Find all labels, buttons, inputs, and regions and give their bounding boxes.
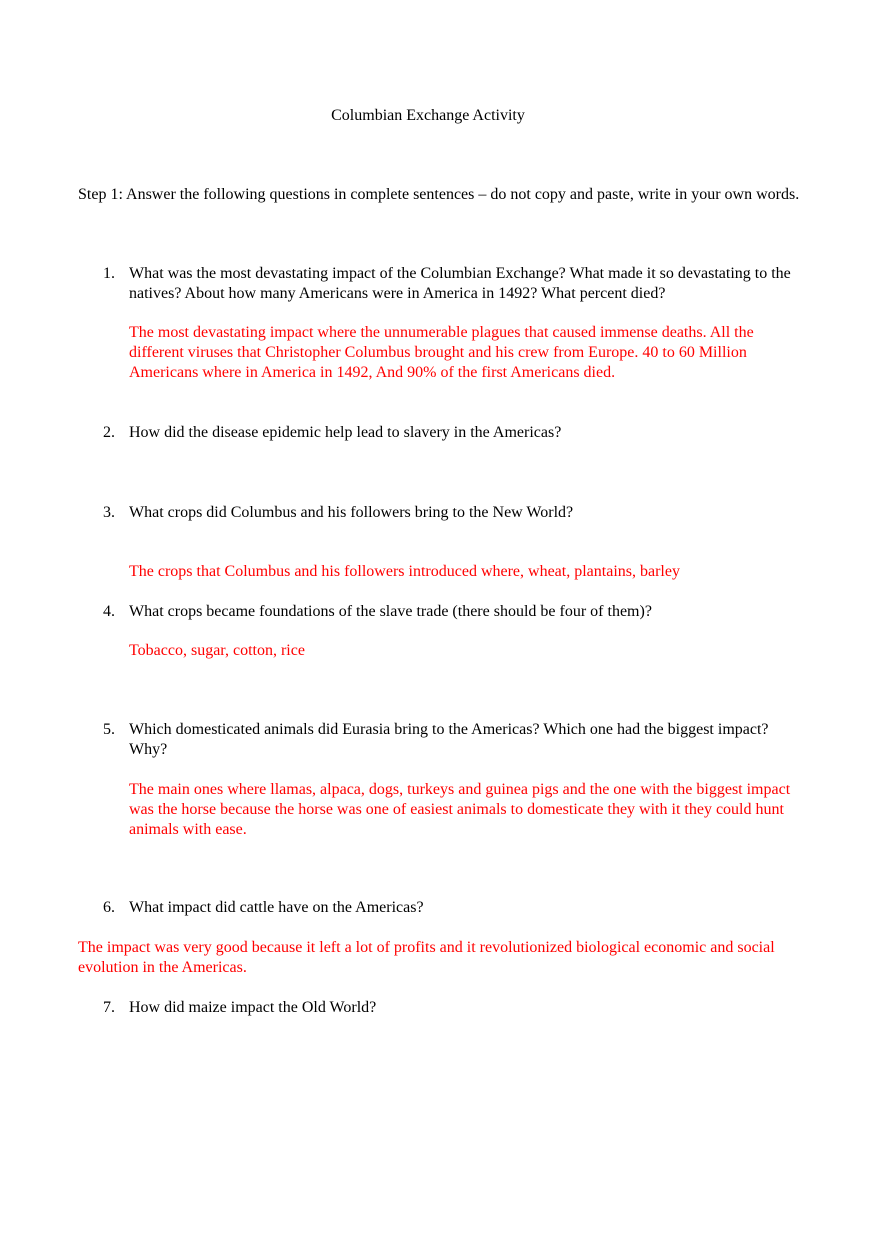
question-number: 4.	[103, 603, 115, 620]
question-item	[103, 423, 808, 443]
question-text: What crops became foundations of the slave trade (there should be four of them)?	[129, 603, 652, 620]
answer-text: The main ones where llamas, alpaca, dogs, turkeys and guinea pigs and the one with the biggest impact was the horse because the horse was one of easiest animals to domesticate they with it they could hunt animals with ease.	[129, 781, 791, 838]
answer-text: The crops that Columbus and his followers introduced where, wheat, plantains, barley	[129, 563, 680, 580]
question-text: What was the most devastating impact of the Columbian Exchange? What made it so devastating to the natives? About how many Americans were in America in 1492? What percent died?	[129, 265, 791, 302]
question-item	[103, 998, 808, 1018]
page-title: Columbian Exchange Activity	[331, 107, 525, 124]
question-item	[103, 720, 808, 760]
question-text: What crops did Columbus and his followers bring to the New World?	[129, 504, 574, 521]
question-number: 2.	[103, 424, 115, 441]
answer-text: The most devastating impact where the unnumerable plagues that caused immense deaths. All the different viruses that Christopher Columbus brought and his crew from Europe. 40 to 60 Million Americans where in America in 1492, And 90% of the first Americans died.	[129, 324, 754, 381]
question-item	[103, 602, 808, 622]
question-number: 7.	[103, 999, 115, 1016]
question-item	[103, 264, 808, 304]
question-text: What impact did cattle have on the Americas?	[129, 899, 424, 916]
instructions-text: Step 1: Answer the following questions in complete sentences – do not copy and paste, write in your own words.	[78, 186, 800, 203]
question-item	[103, 503, 808, 523]
question-number: 3.	[103, 504, 115, 521]
question-number: 1.	[103, 265, 115, 282]
question-number: 6.	[103, 899, 115, 916]
answer-text: Tobacco, sugar, cotton, rice	[129, 642, 305, 659]
question-text: How did the disease epidemic help lead to slavery in the Americas?	[129, 424, 562, 441]
answer-text: The impact was very good because it left a lot of profits and it revolutionized biological economic and social evolution in the Americas.	[78, 939, 775, 976]
question-item	[103, 898, 808, 918]
question-text: Which domesticated animals did Eurasia bring to the Americas? Which one had the biggest impact? Why?	[129, 721, 769, 758]
question-number: 5.	[103, 721, 115, 738]
question-text: How did maize impact the Old World?	[129, 999, 377, 1016]
